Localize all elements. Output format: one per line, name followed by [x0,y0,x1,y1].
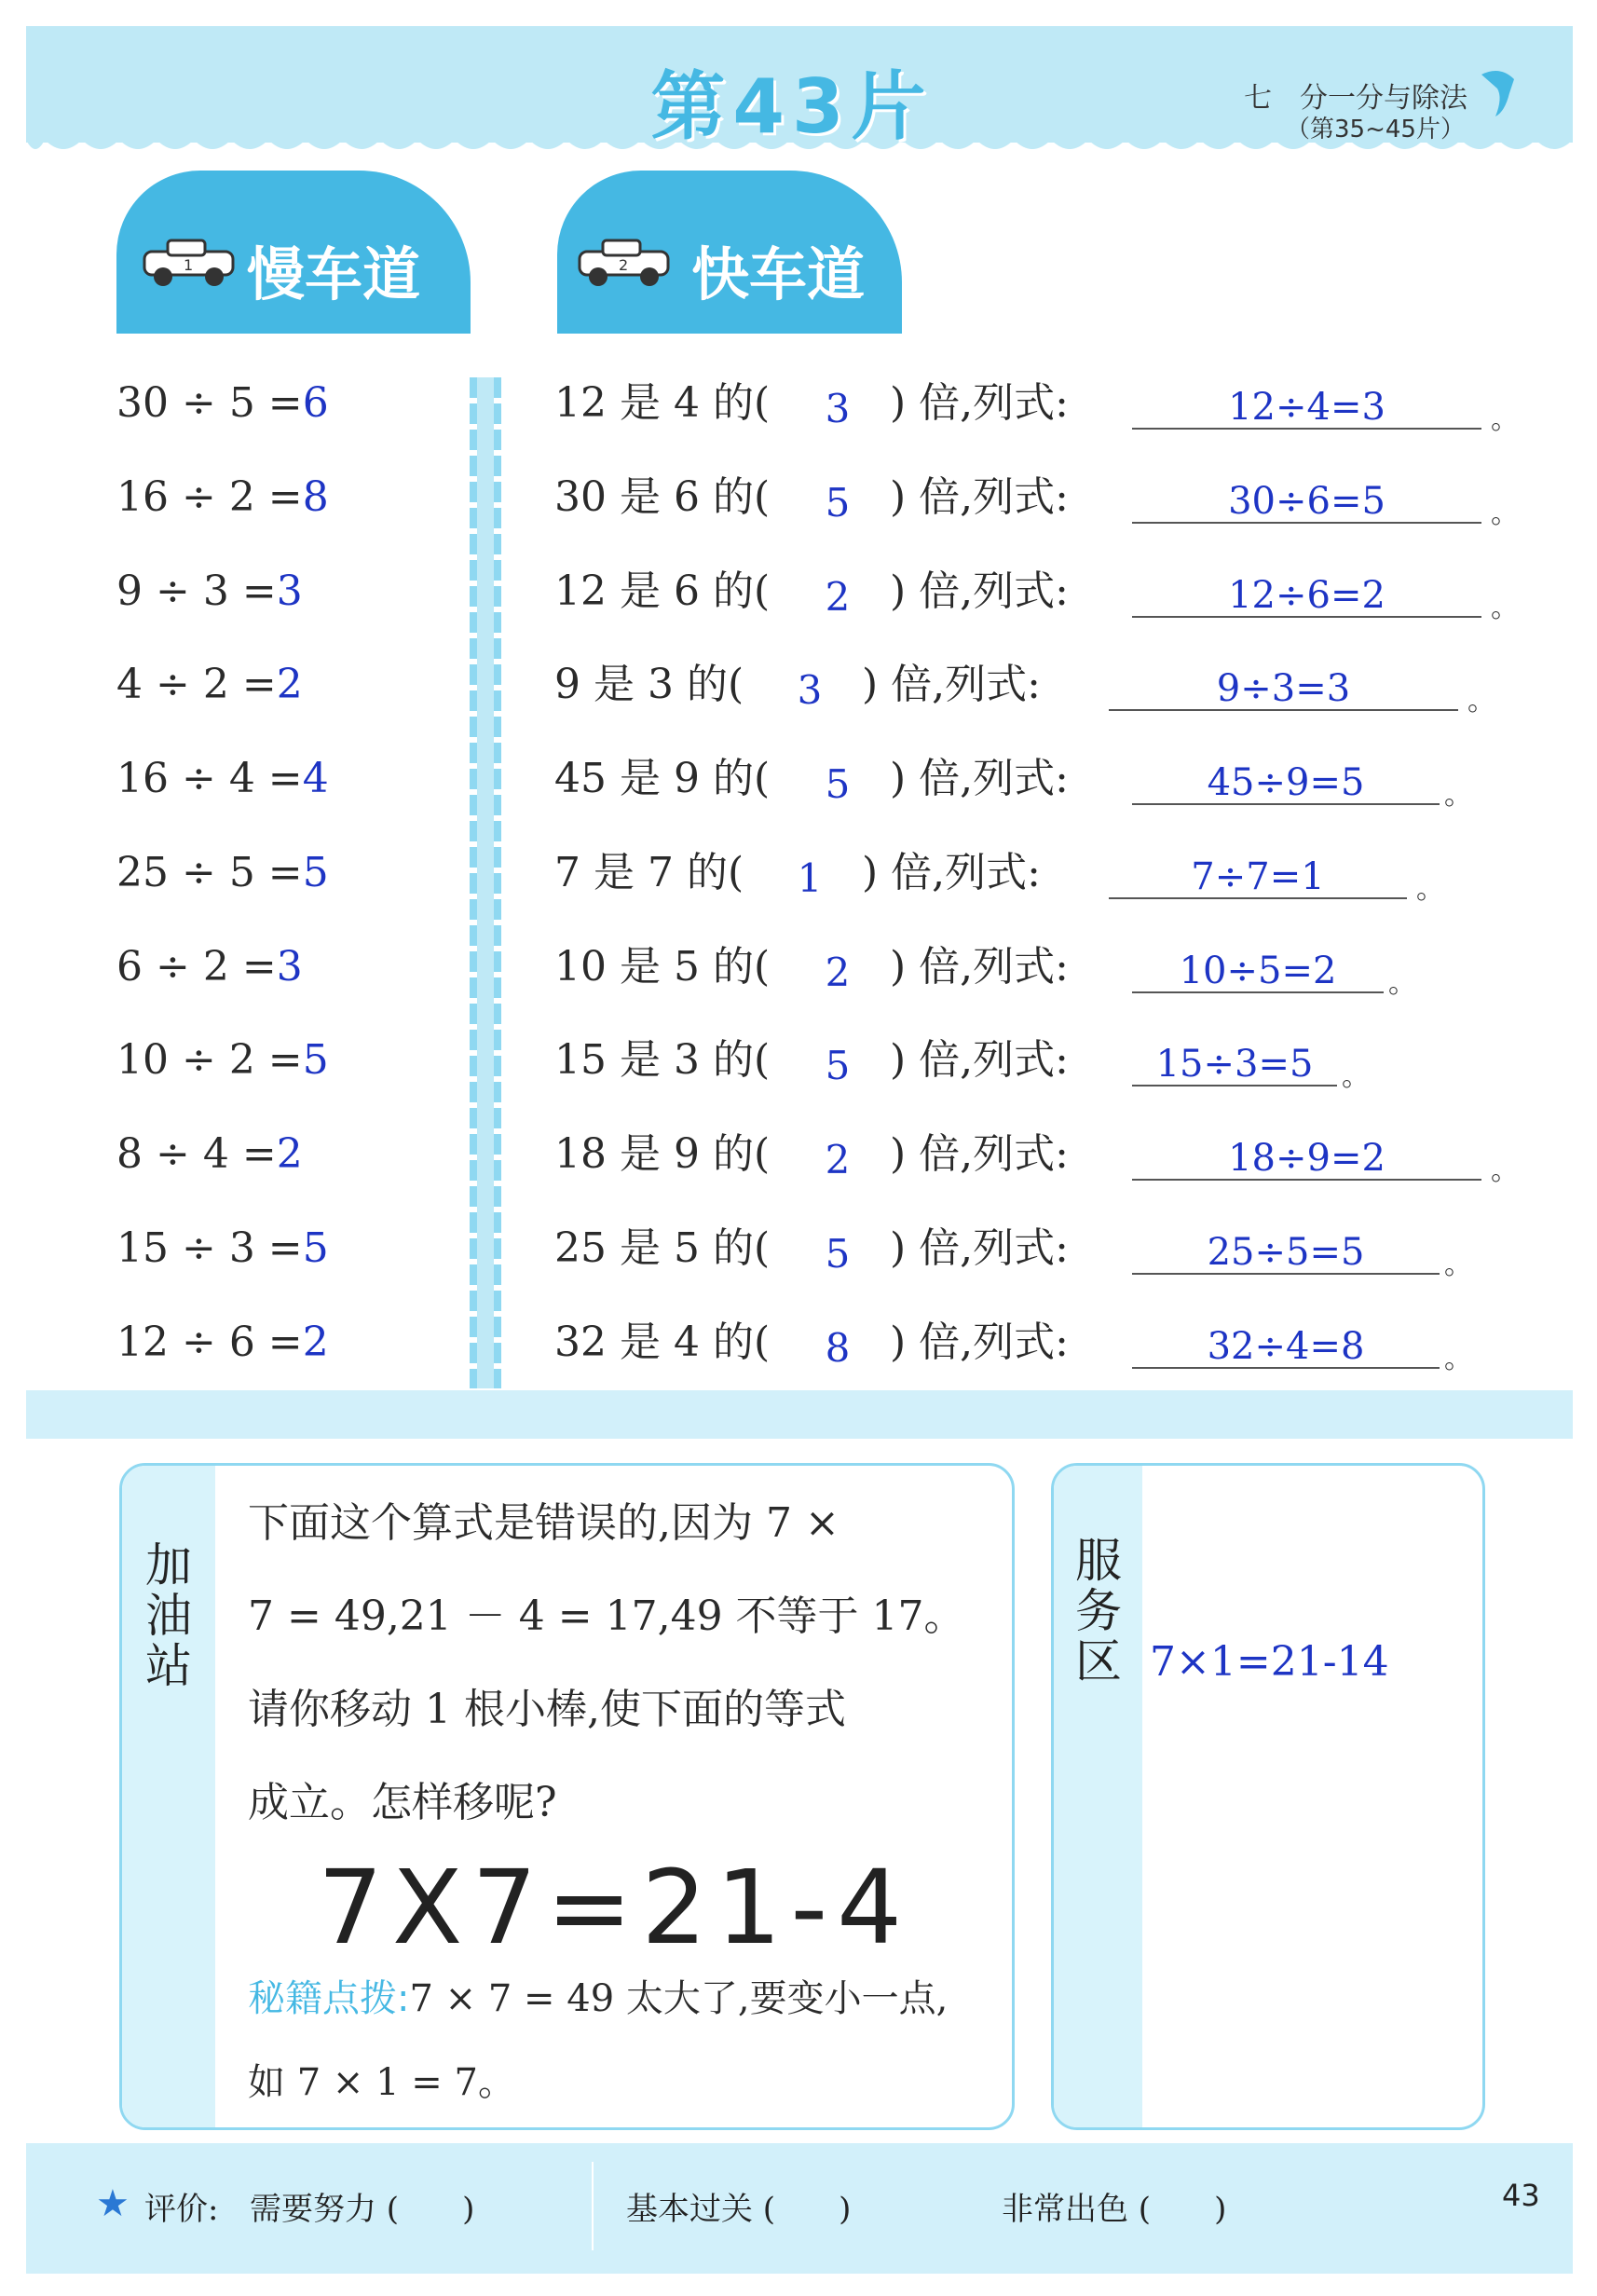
slow-row [116,1221,329,1277]
fast-equation: 32÷4=8 [1207,1325,1365,1368]
fast-suffix: ) 倍,列式: [890,1319,1069,1366]
fast-answer: 2 [825,574,851,620]
fast-answer: 5 [825,761,851,807]
slow-answer: 4 [302,755,329,802]
fast-suffix: ) 倍,列式: [890,1224,1069,1272]
problem-line: 成立。怎样移呢? [248,1779,557,1826]
unit-label: 七 分一分与除法 [1244,82,1467,115]
fast-equation: 25÷5=5 [1207,1231,1365,1274]
fast-row [554,470,1519,530]
slow-answer: 3 [276,567,303,615]
fast-answer: 5 [825,1043,851,1088]
footer-divider [592,2162,594,2250]
slow-expr: 9 ÷ 3 = [116,567,277,615]
slow-row [116,376,329,431]
slow-expr: 12 ÷ 6 = [116,1319,303,1366]
slow-expr: 6 ÷ 2 = [116,943,277,991]
slow-answer: 6 [302,379,329,427]
fast-prefix: 30 是 6 的( [554,473,771,521]
fast-equation: 15÷3=5 [1155,1043,1314,1086]
fast-end: 。 [1444,1343,1472,1375]
fast-prefix: 25 是 5 的( [554,1224,771,1272]
fast-suffix: ) 倍,列式: [890,379,1069,427]
hint-text: 如 7 × 1 = 7。 [248,2061,515,2104]
fast-prefix: 12 是 6 的( [554,567,771,615]
fast-suffix: ) 倍,列式: [890,1036,1069,1084]
fast-end: 。 [1388,967,1416,1000]
star-icon: ★ [96,2182,130,2225]
eval-option-excellent: 非常出色 ( ) [1002,2191,1227,2228]
fast-equation: 30÷6=5 [1228,480,1385,523]
slow-expr: 4 ÷ 2 = [116,661,277,708]
fast-prefix: 12 是 4 的( [554,379,771,427]
fast-end: 。 [1467,685,1495,718]
fast-answer: 3 [825,386,851,431]
hint-row [248,1969,948,2022]
service-answer: 7×1=21-14 [1150,1638,1389,1686]
svg-text:2: 2 [619,256,629,274]
fast-suffix: ) 倍,列式: [862,849,1041,896]
fast-end: 。 [1491,498,1519,530]
matchstick-equation: 7X7=21-4 [318,1848,912,1967]
race-car-icon [135,233,242,289]
fast-prefix: 7 是 7 的( [554,849,744,896]
fast-prefix: 18 是 9 的( [554,1130,771,1178]
eval-option-pass: 基本过关 ( ) [626,2191,852,2228]
slow-answer: 5 [302,1224,329,1272]
slow-expr: 8 ÷ 4 = [116,1130,277,1178]
fast-end: 。 [1342,1060,1370,1093]
fast-row [554,845,1514,906]
unit-range: （第35~45片） [1286,116,1465,144]
fast-lane-label: 快车道 [691,240,866,308]
fast-answer: 2 [825,950,851,995]
problem-line: 7 = 49,21 － 4 = 17,49 不等于 17。 [248,1592,965,1640]
fast-end: 。 [1444,779,1472,812]
fast-equation: 45÷9=5 [1207,761,1365,804]
lane-divider [470,377,501,1388]
gas-station-title: 加油站 [145,1538,192,1693]
slow-row [116,1315,329,1371]
slow-row [116,657,303,713]
fast-equation: 7÷7=1 [1191,855,1325,898]
problem-line: 请你移动 1 根小棒,使下面的等式 [248,1686,846,1733]
fast-answer: 5 [825,480,851,526]
fast-row [554,1315,1514,1375]
fuel-nozzle-icon [1477,65,1523,121]
fast-equation: 12÷6=2 [1228,574,1385,617]
slow-row [116,939,303,995]
fast-prefix: 10 是 5 的( [554,943,771,991]
fast-row [554,939,1514,1000]
slow-answer: 5 [302,1036,329,1084]
fast-prefix: 9 是 3 的( [554,661,744,708]
slow-answer: 2 [276,1130,303,1178]
page-number: 43 [1502,2178,1540,2213]
problem-line: 下面这个算式是错误的,因为 7 × [248,1499,839,1547]
fast-suffix: ) 倍,列式: [890,755,1069,802]
fast-prefix: 32 是 4 的( [554,1319,771,1366]
slow-answer: 3 [276,943,303,991]
fast-prefix: 45 是 9 的( [554,755,771,802]
slow-expr: 10 ÷ 2 = [116,1036,303,1084]
slow-row [116,564,303,620]
service-box [1051,1463,1485,2130]
fast-end: 。 [1491,403,1519,436]
section-band [26,1390,1573,1439]
fast-answer: 2 [825,1137,851,1182]
slow-answer: 2 [276,661,303,708]
slow-expr: 15 ÷ 3 = [116,1224,303,1272]
fast-end: 。 [1491,1155,1519,1187]
slow-expr: 30 ÷ 5 = [116,379,303,427]
fast-prefix: 15 是 3 的( [554,1036,771,1084]
service-title: 服务区 [1075,1534,1122,1688]
slow-row [116,1127,303,1182]
slow-row [116,751,329,807]
svg-text:1: 1 [184,256,194,274]
slow-expr: 16 ÷ 2 = [116,473,303,521]
fast-suffix: ) 倍,列式: [890,567,1069,615]
slow-answer: 5 [302,849,329,896]
fast-equation: 10÷5=2 [1179,950,1337,992]
slow-row [116,470,329,526]
race-car-icon [570,233,677,289]
fast-suffix: ) 倍,列式: [890,473,1069,521]
fast-end: 。 [1416,873,1444,906]
slow-row [116,845,329,901]
fast-row [554,376,1519,436]
fast-row [554,1032,1514,1093]
fast-equation: 18÷9=2 [1228,1137,1385,1180]
hint-text: 7 × 7 = 49 太大了,要变小一点, [409,1977,949,2020]
eval-option-needs-work: 需要努力 ( ) [250,2191,475,2228]
fast-answer: 3 [797,667,823,713]
fast-suffix: ) 倍,列式: [890,1130,1069,1178]
fast-answer: 1 [797,855,823,901]
hint-label: 秘籍点拨: [248,1977,410,2020]
fast-row [554,1127,1519,1187]
page-title: 第43片 [650,63,934,150]
eval-label: 评价: [144,2191,219,2228]
fast-answer: 5 [825,1231,851,1277]
fast-row [554,564,1519,624]
fast-equation: 9÷3=3 [1216,667,1351,710]
slow-expr: 16 ÷ 4 = [116,755,303,802]
slow-answer: 2 [302,1319,329,1366]
fast-equation: 12÷4=3 [1228,386,1385,429]
slow-expr: 25 ÷ 5 = [116,849,303,896]
gas-station-box [119,1463,1015,2130]
fast-end: 。 [1444,1249,1472,1281]
fast-suffix: ) 倍,列式: [890,943,1069,991]
fast-row [554,751,1514,812]
fast-answer: 8 [825,1325,851,1371]
slow-row [116,1032,329,1088]
fast-suffix: ) 倍,列式: [862,661,1041,708]
slow-answer: 8 [302,473,329,521]
fast-end: 。 [1491,592,1519,624]
slow-lane-label: 慢车道 [247,240,421,308]
fast-row [554,1221,1514,1281]
fast-row [554,657,1514,718]
